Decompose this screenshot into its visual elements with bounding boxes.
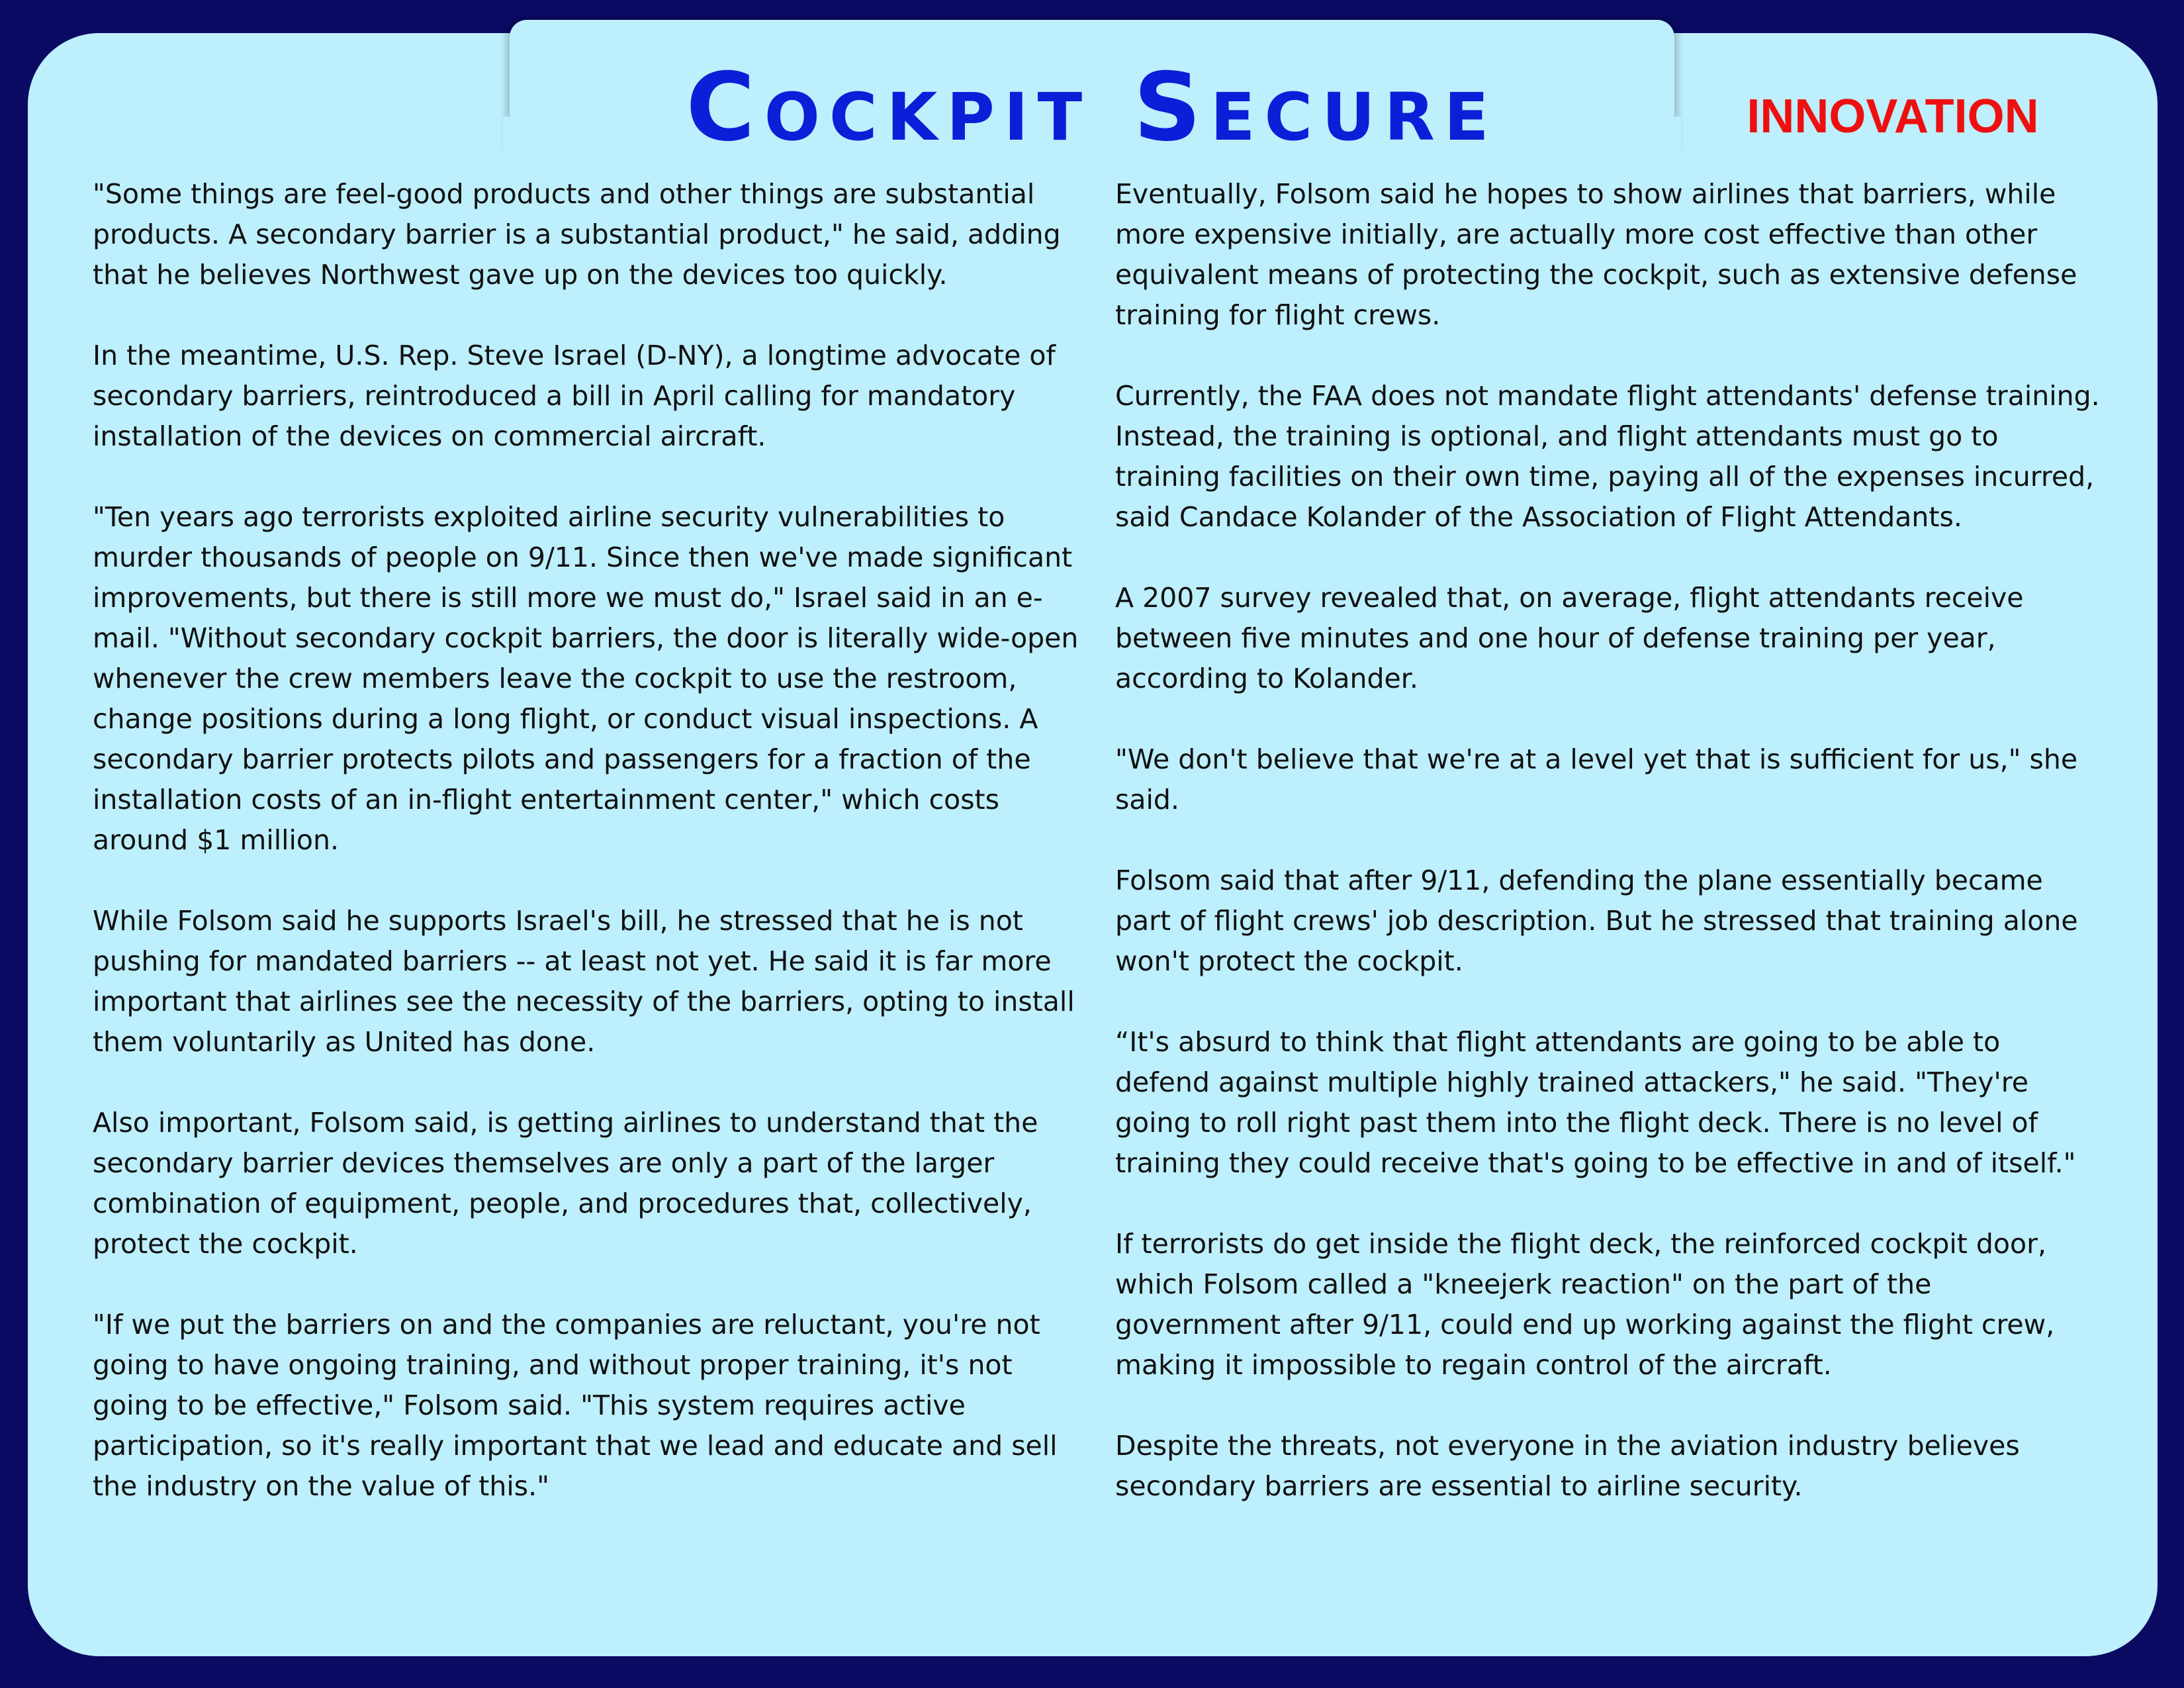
section-label: INNOVATION — [1747, 90, 2039, 143]
paragraph: "Some things are feel-good products and other things are substantial products. A secondary barrier is a substantial product," he said, adding that he believes Northwest gave up on the devices too quickly. — [93, 178, 1061, 291]
paragraph: While Folsom said he supports Israel's bill, he stressed that he is not pushing for mandated barriers -- at least not yet. He said it is far more important that airlines see the necessity of the barriers, opting to install them voluntarily as United has done. — [93, 905, 1075, 1058]
paragraph: "Ten years ago terrorists exploited airline security vulnerabilities to murder thousands of people on 9/11. Since then we've made significant improvements, but there is still more we must do," Israel said in an e-mail. "Without secondary cockpit barriers, the door is literally wide-open whenever the crew members leave the cockpit to use the restroom, change positions during a long flight, or conduct visual inspections. A secondary barrier protects pilots and passengers for a fraction of the installation costs of an in-flight entertainment center," which costs around $1 million. — [93, 501, 1079, 856]
paragraph: Eventually, Folsom said he hopes to show airlines that barriers, while more expensive initially, are actually more cost effective than other equivalent means of protecting the cockpit, such as extensive defense training for flight crews. — [1115, 178, 2077, 331]
paragraph: A 2007 survey revealed that, on average, flight attendants receive between five minutes and one hour of defense training per year, according to Kolander. — [1115, 582, 2024, 694]
paragraph: Despite the threats, not everyone in the aviation industry believes secondary barriers are essential to airline security. — [1115, 1430, 2020, 1502]
paragraph: Currently, the FAA does not mandate flight attendants' defense training. Instead, the training is optional, and flight attendants must go to training facilities on their own time, paying all of the expenses incurred, said Candace Kolander of the Association of Flight Attendants. — [1115, 380, 2100, 533]
right-column — [1115, 174, 2101, 1547]
paragraph: Also important, Folsom said, is getting airlines to understand that the secondary barrier devices themselves are only a part of the larger combination of equipment, people, and procedures that, collectively, protect the cockpit. — [93, 1107, 1038, 1260]
paragraph: “It's absurd to think that flight attendants are going to be able to defend against multiple highly trained attackers," he said. "They're going to roll right past them into the flight deck. There is no level of training they could receive that's going to be effective in and of itself." — [1115, 1026, 2076, 1179]
paragraph: If terrorists do get inside the flight deck, the reinforced cockpit door, which Folsom called a "kneejerk reaction" on the part of the government after 9/11, could end up working against the flight crew, making it impossible to regain control of the aircraft. — [1115, 1228, 2055, 1381]
paragraph: "If we put the barriers on and the companies are reluctant, you're not going to have ongoing training, and without proper training, it's not going to be effective," Folsom said. "This system requires active participation, so it's really important that we lead and educate and sell the industry on the value of this." — [93, 1309, 1058, 1502]
paragraph: In the meantime, U.S. Rep. Steve Israel (D-NY), a longtime advocate of secondary barriers, reintroduced a bill in April calling for mandatory installation of the devices on commercial aircraft. — [93, 340, 1056, 452]
paragraph: "We don't believe that we're at a level yet that is sufficient for us," she said. — [1115, 743, 2078, 816]
left-column — [93, 174, 1079, 1547]
page-title: Cockpit Secure — [686, 53, 1498, 162]
paragraph: Folsom said that after 9/11, defending the plane essentially became part of flight crews' job description. But he stressed that training alone won't protect the cockpit. — [1115, 865, 2078, 977]
